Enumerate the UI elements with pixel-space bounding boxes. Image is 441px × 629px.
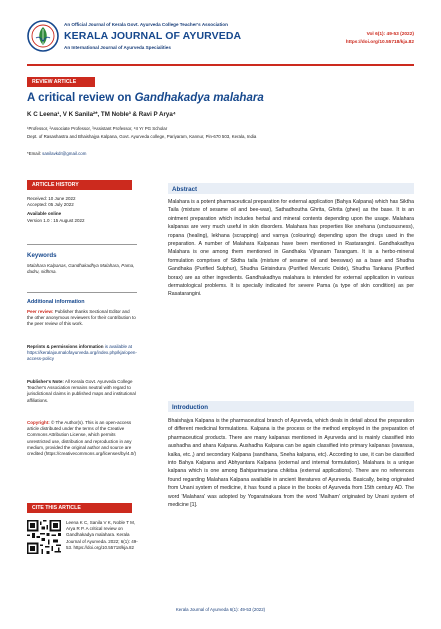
citation-text: Leena K C, Sanila V K, Noble T M, Arya R P. A critical review on Gandhakadya malahara. Kerala Journal of Ayurveda. 2022; 6(1): 49-53. https://doi.org/10.55718/kja.82 [66, 520, 138, 550]
publisher-note-text: All Kerala Govt. Ayurveda College Teacher's Association remains neutral with regard to jurisdictional claims in published maps and institutional affiliations. [27, 379, 136, 403]
keywords-title: Keywords [27, 252, 57, 259]
title-prefix: A critical review on [27, 92, 135, 104]
corresponding-email [27, 151, 86, 156]
article-history [27, 196, 137, 224]
email-link[interactable]: sanilavkdr@gmail.com [42, 151, 87, 156]
title-italic: Gandhakadya malahara [134, 92, 264, 104]
affiliation-roles: ¹Professor, ²Associate Professor, ³Assistant Professor, ⁴II Yr PG Scholar [27, 126, 168, 131]
affiliation-department: Dept. of Rasashastra and Bhaishajya Kalpana, Govt. Ayurveda college, Pariyaram, Kannur, Pin-670 503, Kerala, India [27, 134, 257, 139]
available-label: Available online [27, 211, 62, 217]
journal-header [0, 0, 441, 72]
header-divider [27, 64, 414, 66]
copyright-label: Copyright: [27, 420, 50, 425]
author-list: K C Leena¹, V K Sanila²*, TM Noble³ & Ravi P Arya⁴ [27, 111, 176, 118]
reprints-label: Reprints & permissions information [27, 344, 104, 349]
reprints-note [27, 344, 137, 363]
introduction-heading: Introduction [168, 401, 414, 412]
available-version: Version 1.0 : 15 August 2022 [27, 217, 85, 223]
volume-info: Vol 6(1): 49-53 (2022) [366, 32, 414, 37]
abstract-heading: Abstract [168, 183, 414, 194]
copyright-note [27, 420, 137, 457]
association-line: An Official Journal of Kerala Govt. Ayurveda College Teacher's Association [64, 22, 228, 27]
sidebar-divider [27, 244, 137, 245]
introduction-text: Bhaishajya Kalpana is the pharmaceutical branch of Ayurveda, which deals in detail about the preparation of different medicinal formulations. Kalpana is the process or the method employed in the preparation of pharmaceutical products. There are many kalpanas mentioned in Ayurveda and is mainly classified into aushadha and ahara Kalpana. Aushadha Kalpana can be again classified into primary kalpanas (swarasa, kalka, etc.,) and secondary Kalpana (sandhana, Sneha kalpana, etc). According to use, it can be classified into Bahya Kalpana and Abhyantara Kalpana (external and internal formulation). Malahara is a unique kalpana which is one among Bahiparimarjana chikitsa (external applications). There are no references found regarding Malahara Kalpana available in ancient literatures of Ayurveda. Basically, being originated from Unani system of medicine, it has found a place in the books of Ayurveda from 15th century AD. The word 'Malahara' was adopted by Yogaratnakara from the word 'Malham' originated by Unani system of medicine [1]. [168, 418, 414, 509]
publisher-note-label: Publisher's Note: [27, 379, 64, 384]
cite-heading: CITE THIS ARTICLE [27, 503, 132, 513]
article-type-badge: REVIEW ARTICLE [27, 77, 95, 87]
publisher-note [27, 379, 137, 404]
article-history-heading: ARTICLE HISTORY [27, 180, 132, 190]
peer-review-text: Publisher thanks Sectional Editor and the other anonymous reviewers for their contribution to the peer review of this work. [27, 309, 136, 327]
additional-info-title: Additional information [27, 299, 85, 305]
keywords-list: Malahara Kalpanas, Gandhakadhya Malahara, Pama, dadru, sidhma. [27, 263, 135, 275]
copyright-text: © The Author(s). This is an open-access article distributed under the terms of the Creative Commons Attribution License, which permits unrestricted use, distribution and reproduction in any medium, provided the original author and source are credited (https://creativecommons.org/licenses/by/4.0/) [27, 420, 137, 457]
accepted-date: Accepted: 05 July 2022 [27, 202, 74, 208]
page-footer: Kerala Journal of Ayurveda 6(1): 49-53 (2022) [175, 607, 266, 612]
received-date: Received: 10 June 2022 [27, 196, 76, 201]
abstract-text: Malahara is a potent pharmaceutical preparation for external application (Bahya Kalpana) which has Siktha Taila (mixture of sesame oil and bee-wax), Sathadhoutha Ghrita, Ghrita (ghee) as the base. It is an ointment preparation which includes herbal and mineral contents depending upon the usage. Malahara kalpanas are very much useful in skin disorders. Malahara has properties like snehana (unctuousness), ropana (healing), lekhana (scrapping) and varnya (colouring) depending upon the drugs used in the preparation. A number of Malahara Kalpanas have been mentioned in Rastarangini. Gandhakadhya Malahara is one among them mentioned in Gandhaka Vijnanam Tarangam. It is a herbo-mineral formulation comprises of Siktha taila (mixture of sesame oil and beeswax) as a base and Shudha Gandhaka (Purified Sulphur), Shudha Girisindura (Purified Mercuric Oxide), Shudha Tankana (Purified borax) are as other ingredients. Gandhakadhya malahara is intended for external application in various dermatological problems. It is specially indicated for severe Pama (a type of skin condition) as per Rasatarangini. [168, 199, 414, 298]
peer-review-label: Peer review: [27, 309, 54, 314]
journal-subtitle: An International Journal of Ayurveda Specialities [64, 45, 171, 50]
peer-review-note [27, 309, 137, 328]
sidebar-divider [27, 292, 137, 293]
article-title [27, 92, 264, 104]
qr-code-icon[interactable] [27, 520, 61, 554]
doi-link[interactable]: https://doi.org/10.55718/kja.82 [345, 40, 414, 45]
journal-logo [27, 20, 59, 52]
reprints-link[interactable]: is available at https://keralajournalofayurveda.org/index.php/kja/open-access-policy [27, 344, 137, 362]
email-label: *Email: [27, 151, 43, 156]
journal-name: KERALA JOURNAL OF AYURVEDA [64, 30, 242, 42]
